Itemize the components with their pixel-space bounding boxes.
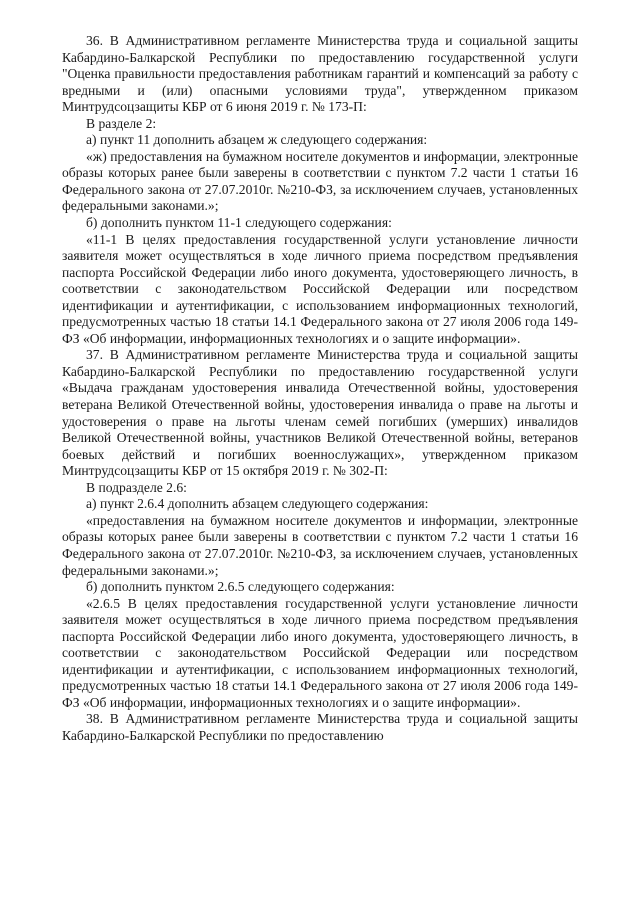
quote-point-2-6-4: «предоставления на бумажном носителе документов и информации, электронные образы которых ранее были заверены в соответствии с пунктом 7.2 части 1 статьи 16 Федерального закона от 27.07.2010г. №210-ФЗ, за исключением случаев, установленных федеральными законами.»; (62, 512, 578, 578)
paragraph-item-38: 38. В Административном регламенте Министерства труда и социальной защиты Кабардино-Балкарской Республики по предоставлению (62, 711, 578, 743)
subpoint-a-11: а) пункт 11 дополнить абзацем ж следующего содержания: (86, 132, 428, 148)
subsection-2-6-heading: В подразделе 2.6: (86, 479, 187, 495)
quote-point-11-1: «11-1 В целях предоставления государственной услуги установление личности заявителя может осуществляться в ходе личного приема посредством предъявления паспорта Российской Федерации либо иного документа, удостоверяющего личность, в соответствии с законодательством Российской Федерации или посредством идентификации и аутентификации, с использованием информационных технологий, предусмотренных частью 18 статьи 14.1 Федерального закона от 27 июля 2006 года 149-ФЗ «Об информации, информационных технологиях и о защите информации». (62, 231, 578, 346)
quote-point-zh: «ж) предоставления на бумажном носителе документов и информации, электронные образы которых ранее были заверены в соответствии с пунктом 7.2 части 1 статьи 16 Федерального закона от 27.07.2010г. №210-ФЗ, за исключением случаев, установленных федеральными законами.»; (62, 148, 578, 214)
section-2-heading: В разделе 2: (86, 115, 157, 131)
subpoint-a-2-6-4: а) пункт 2.6.4 дополнить абзацем следующего содержания: (86, 496, 429, 512)
paragraph-item-37: 37. В Административном регламенте Министерства труда и социальной защиты Кабардино-Балкарской Республики по предоставлению государственной услуги «Выдача гражданам удостоверения инвалида Отечественной войны, удостоверения ветерана Великой Отечественной войны, удостоверения инвалида о праве на льготы и удостоверения о праве на льготы членам семей погибших (умерших) инвалидов Великой Отечественной войны, участников Великой Отечественной войны, ветеранов боевых действий и погибших военнослужащих», утвержденном приказом Минтрудсоцзащиты КБР от 15 октября 2019 г. № 302-П: (62, 347, 578, 479)
paragraph-item-36: 36. В Административном регламенте Министерства труда и социальной защиты Кабардино-Балкарской Республики по предоставлению государственной услуги "Оценка правильности предоставления работникам гарантий и компенсаций за работу с вредными и (или) опасными условиями труда", утвержденном приказом Минтрудсоцзащиты КБР от 6 июня 2019 г. № 173-П: (62, 33, 578, 115)
document-body (62, 33, 578, 745)
quote-point-2-6-5: «2.6.5 В целях предоставления государственной услуги установление личности заявителя может осуществляться в ходе личного приема посредством предъявления паспорта Российской Федерации либо иного документа, удостоверяющего личность, в соответствии с законодательством Российской Федерации или посредством идентификации и аутентификации, с использованием информационных технологий, предусмотренных частью 18 статьи 14.1 Федерального закона от 27 июля 2006 года 149-ФЗ «Об информации, информационных технологиях и о защите информации». (62, 595, 578, 710)
subpoint-b-11-1: б) дополнить пунктом 11-1 следующего содержания: (86, 215, 392, 231)
subpoint-b-2-6-5: б) дополнить пунктом 2.6.5 следующего содержания: (86, 579, 395, 595)
